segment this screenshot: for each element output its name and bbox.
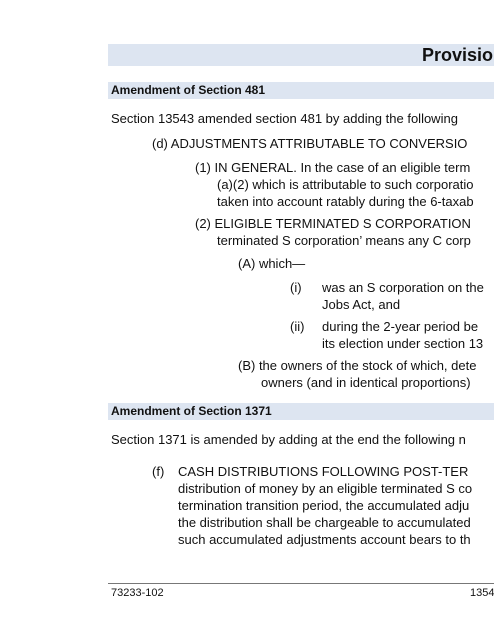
para-1-line: (1) IN GENERAL. In the case of an eligible term (195, 160, 471, 175)
clause-i-line: Jobs Act, and (322, 297, 401, 312)
section-heading-1371: Amendment of Section 1371 (111, 404, 272, 418)
subpara-a: (A) which— (238, 256, 306, 271)
para-2-line: terminated S corporation’ means any C corp (217, 233, 471, 248)
subsection-f-line: the distribution shall be chargeable to accumulated (178, 515, 471, 530)
footer-doc-number: 73233-102 (111, 587, 164, 599)
para-1-line: (a)(2) which is attributable to such corporatio (217, 177, 474, 192)
subsection-f-line: termination transition period, the accumulated adju (178, 498, 470, 513)
footer-page-number: 1354 (470, 587, 494, 599)
subpara-b-line: (B) the owners of the stock of which, dete (238, 358, 477, 373)
para-2-line: (2) ELIGIBLE TERMINATED S CORPORATION (195, 216, 471, 231)
clause-ii-line: its election under section 13 (322, 336, 484, 351)
subsection-f-line: CASH DISTRIBUTIONS FOLLOWING POST-TER (178, 464, 469, 479)
clause-ii-line: during the 2-year period be (322, 319, 479, 334)
subsection-f-line: distribution of money by an eligible terminated S co (178, 481, 473, 496)
subsection-f-line: such accumulated adjustments account bears to th (178, 532, 471, 547)
subsection-d-heading: (d) ADJUSTMENTS ATTRIBUTABLE TO CONVERSIO (152, 136, 468, 151)
clause-i-number: (i) (290, 280, 302, 295)
clause-i-line: was an S corporation on the (322, 280, 484, 295)
subsection-f-number: (f) (152, 464, 165, 479)
footer-rule (108, 583, 494, 584)
clause-ii-number: (ii) (290, 319, 305, 334)
para-1-line: taken into account ratably during the 6-taxab (217, 194, 474, 209)
section-heading-481: Amendment of Section 481 (111, 83, 266, 97)
page-title: Provisio (422, 45, 494, 65)
subpara-b-line: owners (and in identical proportions) (261, 375, 471, 390)
intro-1371: Section 1371 is amended by adding at the end the following n (111, 432, 466, 447)
intro-481: Section 13543 amended section 481 by adding the following (111, 111, 458, 126)
